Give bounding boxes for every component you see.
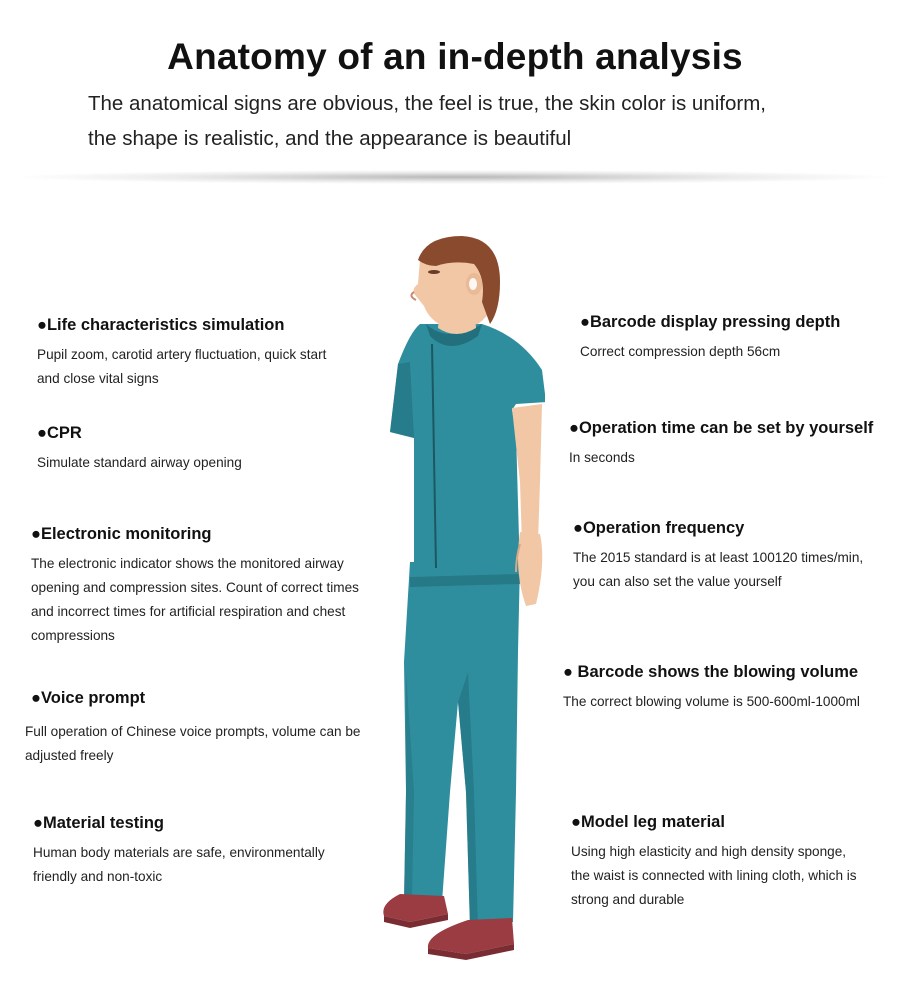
feature-title: ● Barcode shows the blowing volume (563, 663, 859, 681)
feature-blowing-volume (563, 663, 860, 714)
feature-title: ●Electronic monitoring (31, 525, 212, 543)
feature-model-leg-material (571, 813, 857, 912)
cpr-mannequin-figure (370, 232, 545, 962)
feature-description: The 2015 standard is at least 100120 times/min, you can also set the value yourself (573, 550, 864, 589)
feature-title: ●Material testing (33, 814, 164, 832)
feature-title: ●Voice prompt (31, 689, 146, 707)
feature-title: ●CPR (37, 424, 82, 442)
feature-operation-time (569, 419, 873, 470)
feature-life-characteristics (37, 316, 326, 391)
feature-title: ●Operation frequency (573, 519, 745, 537)
feature-title: ●Barcode display pressing depth (580, 313, 841, 331)
feature-operation-frequency (573, 519, 863, 594)
subtitle-line-2: the shape is realistic, and the appearance is beautiful (88, 127, 572, 150)
feature-cpr (37, 424, 242, 475)
feature-description: The electronic indicator shows the monitored airway opening and compression sites. Count of correct times and incorrect times for artificial respiration and chest compressions (31, 556, 359, 643)
page-subtitle (88, 86, 878, 156)
feature-description: Pupil zoom, carotid artery fluctuation, quick start and close vital signs (37, 347, 327, 386)
feature-description: Simulate standard airway opening (37, 455, 242, 470)
feature-description: Full operation of Chinese voice prompts, volume can be adjusted freely (25, 724, 361, 763)
feature-title: ●Life characteristics simulation (37, 316, 285, 334)
subtitle-line-1: The anatomical signs are obvious, the feel is true, the skin color is uniform, (88, 92, 766, 115)
feature-title: ●Operation time can be set by yourself (569, 419, 874, 437)
feature-description: The correct blowing volume is 500-600ml-1000ml (563, 694, 860, 709)
header-divider (20, 170, 890, 184)
page-title: Anatomy of an in-depth analysis (167, 36, 743, 77)
feature-barcode-pressing-depth (580, 313, 840, 364)
feature-title: ●Model leg material (571, 813, 725, 831)
feature-material-testing (33, 814, 325, 889)
feature-electronic-monitoring (31, 525, 359, 648)
feature-description: Human body materials are safe, environmentally friendly and non-toxic (33, 845, 325, 884)
feature-description: In seconds (569, 450, 635, 465)
feature-description: Correct compression depth 56cm (580, 344, 781, 359)
feature-description: Using high elasticity and high density sponge, the waist is connected with lining cloth, which is strong and durable (571, 844, 857, 907)
feature-voice-prompt (25, 689, 361, 768)
